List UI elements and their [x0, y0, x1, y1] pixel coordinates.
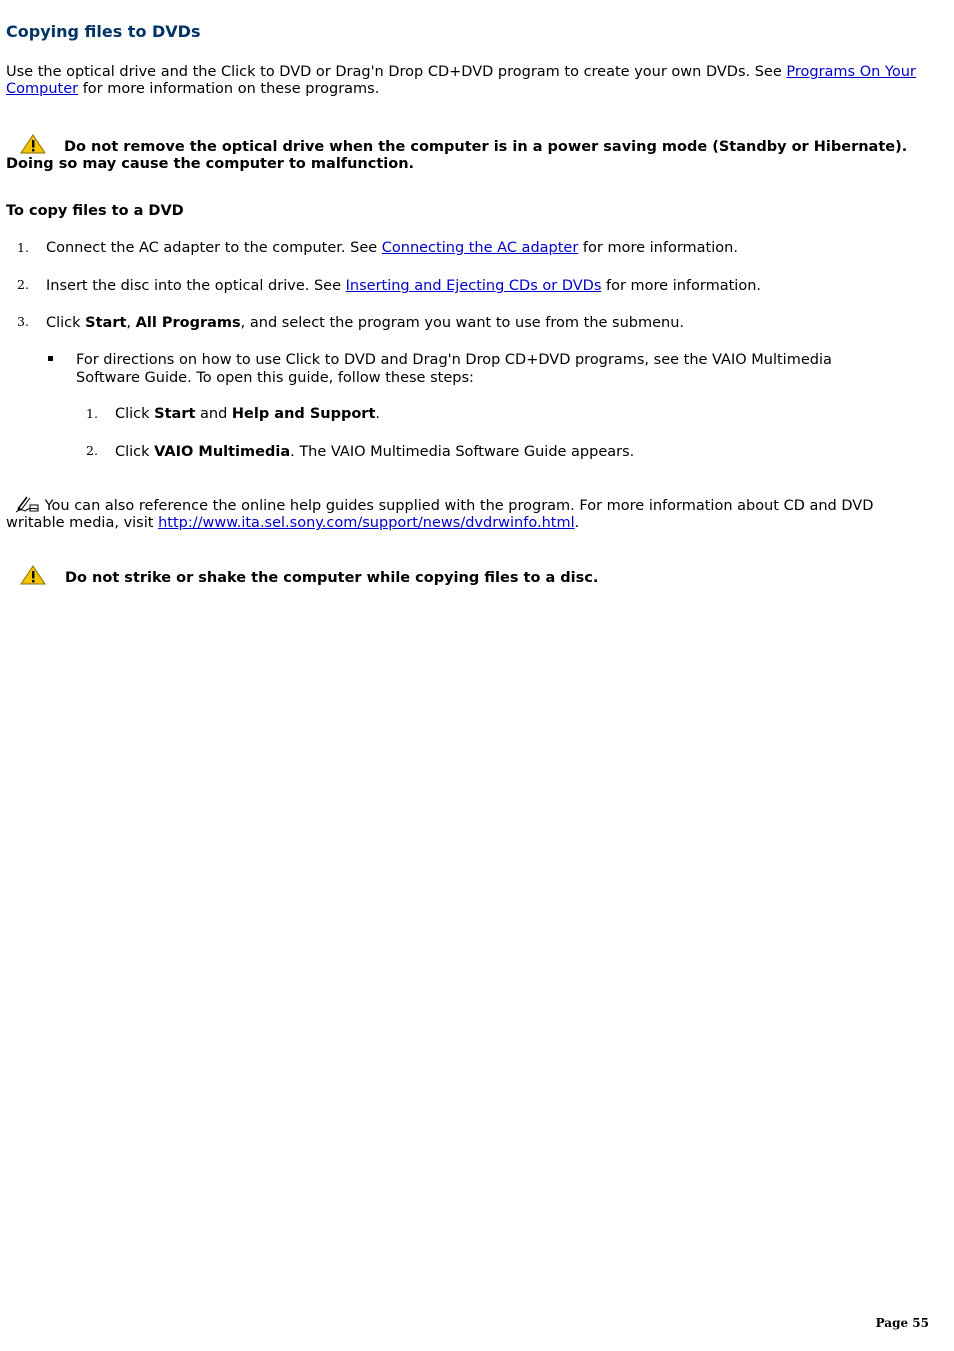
all-programs-label: All Programs	[135, 315, 241, 331]
note-pencil-icon	[14, 495, 40, 513]
step-2-text: Insert the disc into the optical drive. See	[46, 278, 346, 294]
step-1-after: for more information.	[578, 240, 738, 256]
note-text-after: .	[574, 515, 580, 531]
warning-icon	[20, 134, 46, 154]
substep-1-text: Click	[115, 406, 155, 422]
page-title: Copying files to DVDs	[6, 22, 201, 41]
start-label: Start	[154, 406, 196, 422]
sony-dvdrwinfo-link[interactable]: http://www.ita.sel.sony.com/support/news/dvdrwinfo.html	[158, 515, 575, 531]
intro-text-before: Use the optical drive and the Click to DVD or Drag'n Drop CD+DVD program to create your own DVDs. See	[6, 64, 787, 80]
step-3-comma: ,	[126, 315, 136, 331]
warning-icon	[20, 565, 46, 585]
step-1	[46, 239, 738, 257]
note-text-before: You can also reference the online help guides supplied with the program. For more information about CD and DVD writable media, visit	[6, 498, 874, 531]
bullet-marker	[48, 356, 53, 361]
step-1-text: Connect the AC adapter to the computer. See	[46, 240, 382, 256]
bullet-text: For directions on how to use Click to DVD and Drag'n Drop CD+DVD programs, see the VAIO Multimedia Software Guide. To open this guide, follow these steps:	[76, 352, 832, 386]
substep-2	[115, 443, 634, 461]
step-2	[46, 277, 761, 295]
programs-on-your-computer-link[interactable]: Programs On Your Computer	[6, 64, 916, 97]
intro-paragraph	[6, 64, 931, 98]
step-number: 2.	[17, 277, 29, 292]
substep-2-after: . The VAIO Multimedia Software Guide appears.	[290, 444, 635, 460]
step-3	[46, 314, 684, 332]
substep-1-mid: and	[195, 406, 232, 422]
start-label: Start	[85, 315, 127, 331]
step-number: 1.	[17, 240, 29, 255]
substep-number: 2.	[86, 443, 98, 458]
page-number: Page 55	[875, 1316, 929, 1330]
substep-2-text: Click	[115, 444, 155, 460]
warning-strike-shake	[6, 565, 598, 587]
help-and-support-label: Help and Support	[231, 406, 376, 422]
intro-text-after: for more information on these programs.	[78, 81, 380, 97]
inserting-ejecting-link[interactable]: Inserting and Ejecting CDs or DVDs	[345, 278, 602, 294]
vaio-multimedia-label: VAIO Multimedia	[154, 444, 291, 460]
note-paragraph	[6, 495, 931, 532]
step-3-after: , and select the program you want to use from the submenu.	[240, 315, 685, 331]
warning-strike-shake-text: Do not strike or shake the computer while copying files to a disc.	[65, 570, 599, 586]
warning-power-saving	[6, 134, 934, 173]
warning-power-saving-text: Do not remove the optical drive when the computer is in a power saving mode (Standby or Hibernate). Doing so may cause the computer to malfunction.	[6, 139, 908, 172]
substep-1-after: .	[375, 406, 381, 422]
connecting-ac-adapter-link[interactable]: Connecting the AC adapter	[381, 240, 579, 256]
step-number: 3.	[17, 314, 29, 329]
section-heading: To copy files to a DVD	[6, 203, 184, 219]
step-2-after: for more information.	[601, 278, 762, 294]
step-3-text: Click	[46, 315, 86, 331]
substep-1	[115, 405, 380, 423]
substep-number: 1.	[86, 406, 98, 421]
